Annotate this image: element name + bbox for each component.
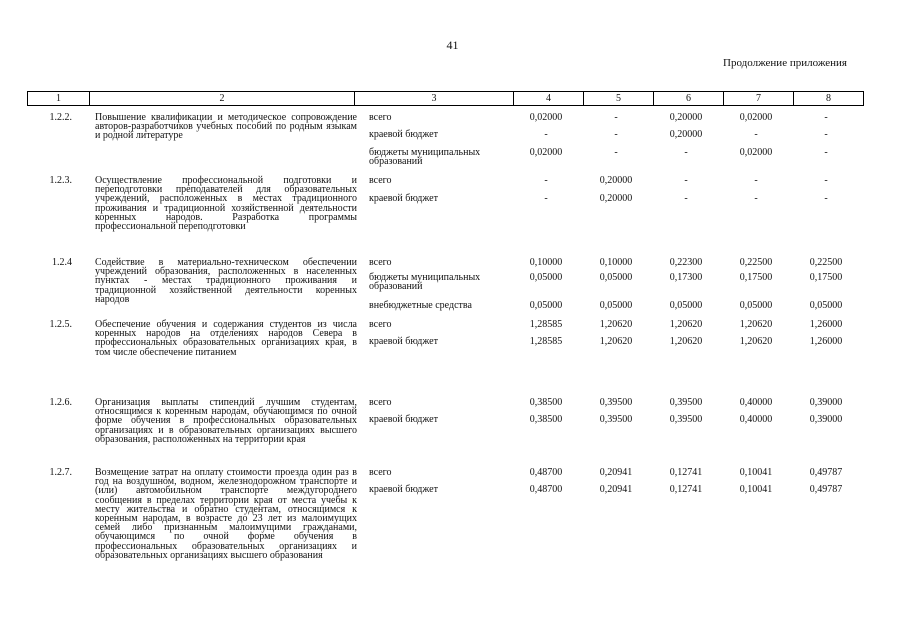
- value-cell: -: [544, 129, 548, 140]
- funding-source: всего: [369, 257, 392, 268]
- value-cell: -: [544, 193, 548, 204]
- value-cell: 0,10041: [739, 467, 773, 478]
- budget-table: [27, 91, 864, 561]
- subrow: [27, 147, 864, 167]
- subrow: [27, 113, 864, 123]
- value-cell: 0,12741: [669, 467, 703, 478]
- header-col-3: 3: [355, 92, 514, 105]
- row-title: Повышение квалификации и методическое сопровождение авторов-разработчиков учебных пособий по родным языкам и родной литературе: [95, 112, 357, 142]
- value-cell: 0,20000: [599, 193, 633, 204]
- table-header: [27, 91, 864, 106]
- value-cell: 0,05000: [669, 300, 703, 311]
- value-cell: 1,26000: [809, 336, 843, 347]
- row-title: Осуществление профессиональной подготовки и переподготовки преподавателей для образовательных учреждений, расположенных в местах традиционного проживания и традиционной хозяйственной деятельности коренных народов. Разработка программы профессиональной переподготовки: [95, 175, 357, 233]
- subrow: [27, 485, 864, 495]
- funding-source: бюджеты муниципальных образований: [369, 147, 481, 167]
- value-cell: -: [614, 129, 618, 140]
- value-cell: 0,20941: [599, 484, 633, 495]
- header-col-5: 5: [584, 92, 654, 105]
- funding-source: краевой бюджет: [369, 484, 438, 495]
- row-title: Организация выплаты стипендий лучшим студентам, относящимся к коренным народам, обучающимся по очной форме обучения в профессиональных образовательных организациях и в образовательных организациях высшего образования, расположенных на территории края: [95, 397, 357, 445]
- header-col-8: 8: [794, 92, 864, 105]
- header-col-2: 2: [90, 92, 355, 105]
- value-cell: 0,22300: [669, 257, 703, 268]
- value-cell: 0,40000: [739, 414, 773, 425]
- value-cell: 0,49787: [809, 467, 843, 478]
- value-cell: 0,48700: [529, 484, 563, 495]
- value-cell: 0,05000: [809, 300, 843, 311]
- value-cell: 0,40000: [739, 397, 773, 408]
- value-cell: 0,10041: [739, 484, 773, 495]
- funding-source: всего: [369, 175, 392, 186]
- row-title: Возмещение затрат на оплату стоимости проезда один раз в год на воздушном, водном, железнодорожном транспорте и (или) автомобильном транспорте междугороднего сообщения в пределах территории края от места учебы к месту жительства и обратно студентам, относящимся к коренным народам, в возрасте до 23 лет из малоимущих семей либо признанным малоимущими гражданами, обучающимся по очной форме обучения в профессиональных образовательных организациях и образовательных организациях высшего образования: [95, 467, 357, 561]
- subrow: [27, 176, 864, 186]
- value-cell: -: [824, 112, 828, 123]
- value-cell: 0,39500: [599, 414, 633, 425]
- value-cell: 0,39500: [669, 397, 703, 408]
- value-cell: 1,28585: [529, 336, 563, 347]
- row-number: 1.2.4: [52, 257, 72, 268]
- value-cell: 0,38500: [529, 397, 563, 408]
- value-cell: 1,26000: [809, 319, 843, 330]
- page-number: 41: [446, 38, 459, 52]
- value-cell: 0,39500: [669, 414, 703, 425]
- value-cell: 1,20620: [669, 319, 703, 330]
- continuation-label: Продолжение приложения: [723, 57, 847, 69]
- value-cell: -: [684, 175, 688, 186]
- value-cell: 1,20620: [669, 336, 703, 347]
- subrow: [27, 272, 864, 292]
- value-cell: -: [614, 112, 618, 123]
- subrow: [27, 130, 864, 140]
- value-cell: -: [824, 193, 828, 204]
- row-number: 1.2.5.: [49, 319, 72, 330]
- subrow: [27, 337, 864, 347]
- value-cell: -: [824, 175, 828, 186]
- funding-source: краевой бюджет: [369, 414, 438, 425]
- funding-source: всего: [369, 112, 392, 123]
- funding-source: внебюджетные средства: [369, 300, 472, 311]
- subrow: [27, 258, 864, 268]
- value-cell: -: [684, 193, 688, 204]
- value-cell: -: [684, 147, 688, 158]
- value-cell: 0,05000: [599, 272, 633, 283]
- value-cell: 0,20941: [599, 467, 633, 478]
- row-number: 1.2.2.: [49, 112, 72, 123]
- value-cell: -: [824, 129, 828, 140]
- subrow: [27, 468, 864, 478]
- value-cell: -: [754, 175, 758, 186]
- subrow: [27, 194, 864, 204]
- value-cell: 0,39000: [809, 414, 843, 425]
- value-cell: 0,17300: [669, 272, 703, 283]
- value-cell: 0,05000: [599, 300, 633, 311]
- value-cell: -: [754, 193, 758, 204]
- value-cell: -: [754, 129, 758, 140]
- value-cell: 0,20000: [669, 129, 703, 140]
- funding-source: всего: [369, 397, 392, 408]
- value-cell: 0,10000: [529, 257, 563, 268]
- value-cell: 0,17500: [809, 272, 843, 283]
- value-cell: -: [544, 175, 548, 186]
- value-cell: 1,20620: [739, 336, 773, 347]
- funding-source: краевой бюджет: [369, 336, 438, 347]
- value-cell: 0,22500: [739, 257, 773, 268]
- value-cell: 1,28585: [529, 319, 563, 330]
- value-cell: 0,39500: [599, 397, 633, 408]
- header-col-7: 7: [724, 92, 794, 105]
- value-cell: 0,20000: [599, 175, 633, 186]
- value-cell: 0,20000: [669, 112, 703, 123]
- row-title: Содействие в материально-техническом обеспечении учреждений образования, расположенных в населенных пунктах - местах традиционного проживания и традиционной хозяйственной деятельности коренных народов: [95, 257, 357, 305]
- value-cell: 0,38500: [529, 414, 563, 425]
- funding-source: краевой бюджет: [369, 193, 438, 204]
- value-cell: 0,05000: [529, 272, 563, 283]
- value-cell: 0,02000: [739, 147, 773, 158]
- header-col-6: 6: [654, 92, 724, 105]
- subrow: [27, 301, 864, 311]
- row-title: Обеспечение обучения и содержания студентов из числа коренных народов на отделениях народов Севера в профессиональных образовательных организациях края, в том числе обеспечение питанием: [95, 319, 357, 358]
- funding-source: бюджеты муниципальных образований: [369, 272, 481, 292]
- header-col-4: 4: [514, 92, 584, 105]
- value-cell: -: [824, 147, 828, 158]
- header-col-1: 1: [27, 92, 90, 105]
- row-number: 1.2.7.: [49, 467, 72, 478]
- value-cell: 0,49787: [809, 484, 843, 495]
- value-cell: 1,20620: [599, 336, 633, 347]
- row-number: 1.2.6.: [49, 397, 72, 408]
- funding-source: краевой бюджет: [369, 129, 438, 140]
- value-cell: 1,20620: [739, 319, 773, 330]
- subrow: [27, 398, 864, 408]
- value-cell: 0,05000: [529, 300, 563, 311]
- funding-source: всего: [369, 467, 392, 478]
- value-cell: 0,17500: [739, 272, 773, 283]
- value-cell: 0,02000: [529, 147, 563, 158]
- value-cell: 0,48700: [529, 467, 563, 478]
- value-cell: 0,10000: [599, 257, 633, 268]
- value-cell: -: [614, 147, 618, 158]
- subrow: [27, 320, 864, 330]
- subrow: [27, 415, 864, 425]
- value-cell: 0,02000: [529, 112, 563, 123]
- value-cell: 0,05000: [739, 300, 773, 311]
- funding-source: всего: [369, 319, 392, 330]
- value-cell: 0,22500: [809, 257, 843, 268]
- value-cell: 0,02000: [739, 112, 773, 123]
- value-cell: 1,20620: [599, 319, 633, 330]
- value-cell: 0,12741: [669, 484, 703, 495]
- row-number: 1.2.3.: [49, 175, 72, 186]
- value-cell: 0,39000: [809, 397, 843, 408]
